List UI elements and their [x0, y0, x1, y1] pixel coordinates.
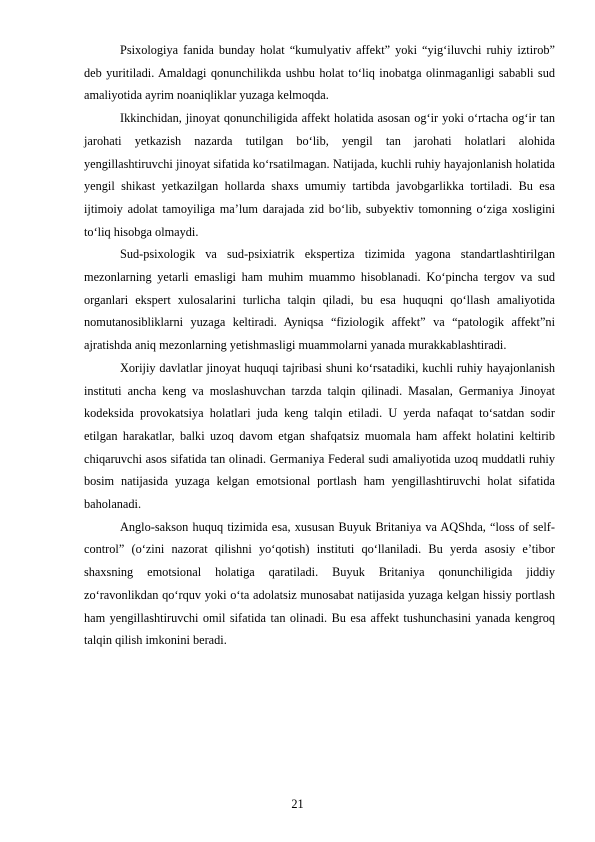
paragraph-secondly-minor-injury: Ikkinchidan, jinoyat qonunchiligida affekt holatida asosan og‘ir yoki o‘rtacha og‘ir tan jarohati yetkazish nazarda tutilgan bo‘lib, yengil tan jarohati holatlari alohida yengillashtiruvchi jinoyat sifatida ko‘rsatilmagan. Natijada, kuchli ruhiy hayajonlanish holatida yengil shikast yetkazilgan hollarda shaxs umumiy tartibda javobgarlikka tortiladi. Bu esa ijtimoiy adolat tamoyiliga ma’lum darajada zid bo‘lib, subyektiv tomonning o‘ziga xosligini to‘liq hisobga olmaydi.	[84, 111, 555, 239]
paragraph-foreign-practice-germany: Xorijiy davlatlar jinoyat huquqi tajribasi shuni ko‘rsatadiki, kuchli ruhiy hayajonlanish instituti ancha keng va moslashuvchan tarzda talqin qilinadi. Masalan, Germaniya Jinoyat kodeksida provokatsiya holatlari juda keng talqin etiladi. U yerda nafaqat to‘satdan sodir etilgan harakatlar, balki uzoq davom etgan shafqatsiz muomala ham affekt holatini keltirib chiqaruvchi asos sifatida tan olinadi. Germaniya Federal sudi amaliyotida uzoq muddatli ruhiy bosim natijasida yuzaga kelgan emotsional portlash ham yengillashtiruvchi holat sifatida baholanadi.	[84, 360, 555, 512]
paragraph-psychology-cumulative-affect: Psixologiya fanida bunday holat “kumulyativ affekt” yoki “yig‘iluvchi ruhiy iztirob” deb yuritiladi. Amaldagi qonunchilikda ushbu holat to‘liq inobatga olinmaganligi sababli sud amaliyotida ayrim noaniqliklar yuzaga kelmoqda.	[84, 43, 555, 103]
paragraph-forensic-expertise: Sud-psixologik va sud-psixiatrik ekspertiza tizimida yagona standartlashtirilgan mezonlarning yetarli emasligi ham muhim muammo hisoblanadi. Ko‘pincha tergov va sud organlari ekspert xulosalarini turlicha talqin qiladi, bu esa huquqni qo‘llash amaliyotida nomutanosibliklarni yuzaga keltiradi. Ayniqsa “fiziologik affekt” va “patologik affekt”ni ajratishda aniq mezonlarning yetishmasligi muammolarni yanada murakkablashtiradi.	[84, 247, 555, 353]
page-number: 21	[291, 797, 304, 811]
paragraph-anglo-saxon-system: Anglo-sakson huquq tizimida esa, xususan Buyuk Britaniya va AQShda, “loss of self-control” (o‘zini nazorat qilishni yo‘qotish) instituti qo‘llaniladi. Bu yerda asosiy e’tibor shaxsning emotsional holatiga qaratiladi. Buyuk Britaniya qonunchiligida jiddiy zo‘ravonlikdan qo‘rquv yoki o‘ta adolatsiz munosabat natijasida yuzaga kelgan hissiy portlash ham yengillashtiruvchi omil sifatida tan olinadi. Bu esa affekt tushunchasini yanada kengroq talqin qilish imkonini beradi.	[84, 519, 555, 648]
document-body	[84, 39, 555, 652]
